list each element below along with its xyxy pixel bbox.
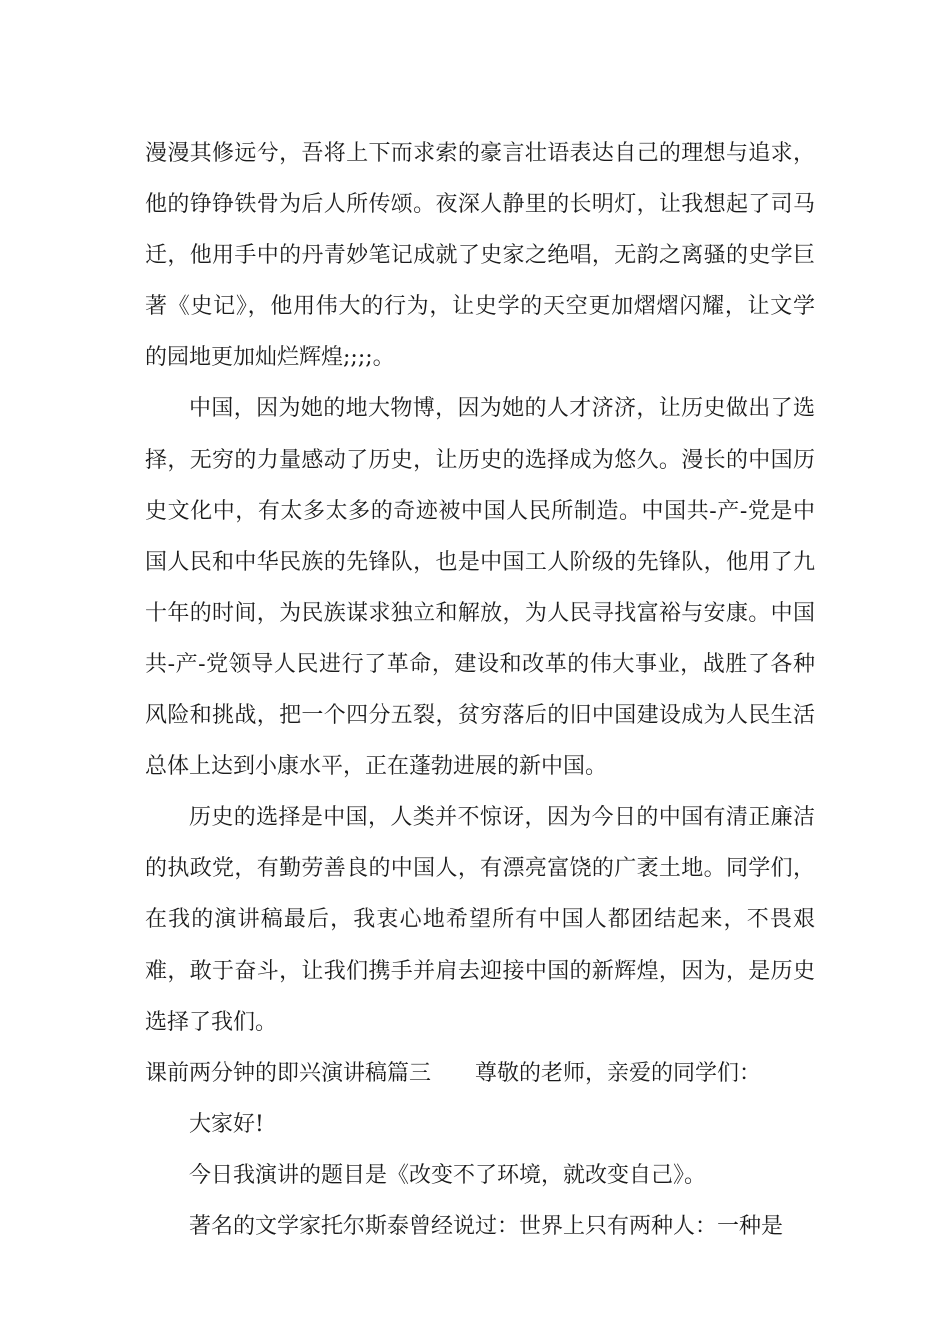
paragraph-sima-qian: 漫漫其修远兮，吾将上下而求索的豪言壮语表达自己的理想与追求，他的铮铮铁骨为后人所传颂。夜深人静里的长明灯，让我想起了司马迁，他用手中的丹青妙笔记成就了史家之绝唱，无韵之离骚的史学巨著《史记》，他用伟大的行为，让史学的天空更加熠熠闪耀，让文学的园地更加灿烂辉煌;;;;。 — [145, 141, 815, 371]
document-body — [145, 128, 815, 1252]
speech-topic: 今日我演讲的题目是《改变不了环境，就改变自己》。 — [189, 1162, 707, 1188]
paragraph-china-choice: 中国，因为她的地大物博，因为她的人才济济，让历史做出了选择，无穷的力量感动了历史，让历史的选择成为悠久。漫长的中国历史文化中，有太多太多的奇迹被中国人民所制造。中国共-产-党是中国人民和中华民族的先锋队，也是中国工人阶级的先锋队，他用了九十年的时间，为民族谋求独立和解放，为人民寻找富裕与安康。中国共-产-党领导人民进行了革命，建设和改革的伟大事业，战胜了各种风险和挑战，把一个四分五裂，贫穷落后的旧中国建设成为人民生活总体上达到小康水平，正在蓬勃进展的新中国。 — [145, 396, 815, 780]
paragraph-history-chose-us: 历史的选择是中国，人类并不惊讶，因为今日的中国有清正廉洁的执政党，有勤劳善良的中国人，有漂亮富饶的广袤土地。同学们，在我的演讲稿最后，我衷心地希望所有中国人都团结起来，不畏艰难，敢于奋斗，让我们携手并肩去迎接中国的新辉煌，因为，是历史选择了我们。 — [145, 805, 815, 1035]
salutation: 尊敬的老师，亲爱的同学们： — [475, 1060, 762, 1086]
greeting: 大家好! — [189, 1111, 264, 1137]
section-title: 课前两分钟的即兴演讲稿篇三 — [145, 1060, 432, 1086]
section-heading-line — [145, 1048, 815, 1099]
paragraph-tolstoy-quote: 著名的文学家托尔斯泰曾经说过：世界上只有两种人：一种是 — [189, 1213, 784, 1239]
